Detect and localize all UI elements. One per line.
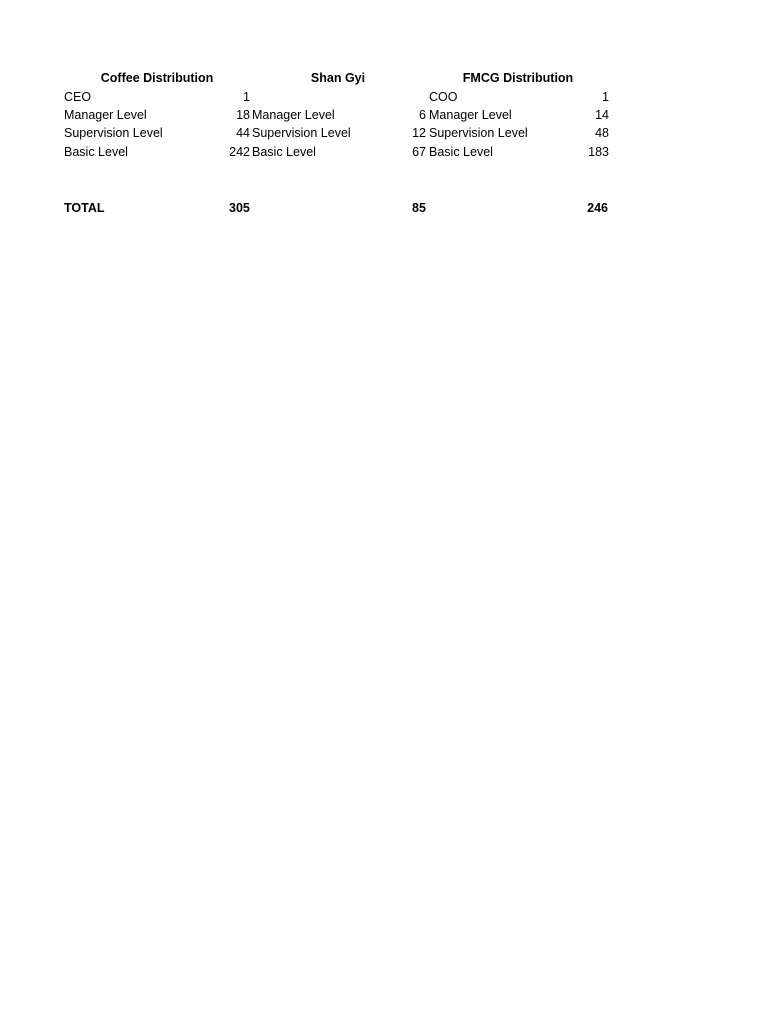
header-shan-gyi: Shan Gyi: [310, 71, 366, 85]
coffee-row-value: 18: [236, 108, 250, 122]
fmcg-row-value: 183: [588, 145, 609, 159]
shan-row-value: 6: [419, 108, 426, 122]
fmcg-row-label: COO: [429, 90, 458, 104]
fmcg-row-value: 1: [602, 90, 609, 104]
coffee-row-label: Basic Level: [64, 145, 128, 159]
header-coffee-distribution: Coffee Distribution: [100, 71, 214, 85]
shan-total: 85: [412, 201, 426, 215]
coffee-row-value: 242: [229, 145, 250, 159]
shan-row-label: Manager Level: [252, 108, 335, 122]
fmcg-row-label: Basic Level: [429, 145, 493, 159]
shan-row-value: 12: [412, 126, 426, 140]
coffee-row-label: Supervision Level: [64, 126, 163, 140]
fmcg-row-label: Manager Level: [429, 108, 512, 122]
coffee-total: 305: [229, 201, 250, 215]
shan-row-label: Supervision Level: [252, 126, 351, 140]
coffee-row-label: Manager Level: [64, 108, 147, 122]
fmcg-row-label: Supervision Level: [429, 126, 528, 140]
fmcg-row-value: 14: [595, 108, 609, 122]
coffee-row-label: CEO: [64, 90, 92, 104]
header-fmcg-distribution: FMCG Distribution: [462, 71, 574, 85]
fmcg-total: 246: [587, 201, 608, 215]
coffee-row-value: 1: [243, 90, 250, 104]
shan-row-value: 67: [412, 145, 426, 159]
coffee-row-value: 44: [236, 126, 250, 140]
shan-row-label: Basic Level: [252, 145, 316, 159]
total-label: TOTAL: [64, 201, 105, 215]
fmcg-row-value: 48: [595, 126, 609, 140]
